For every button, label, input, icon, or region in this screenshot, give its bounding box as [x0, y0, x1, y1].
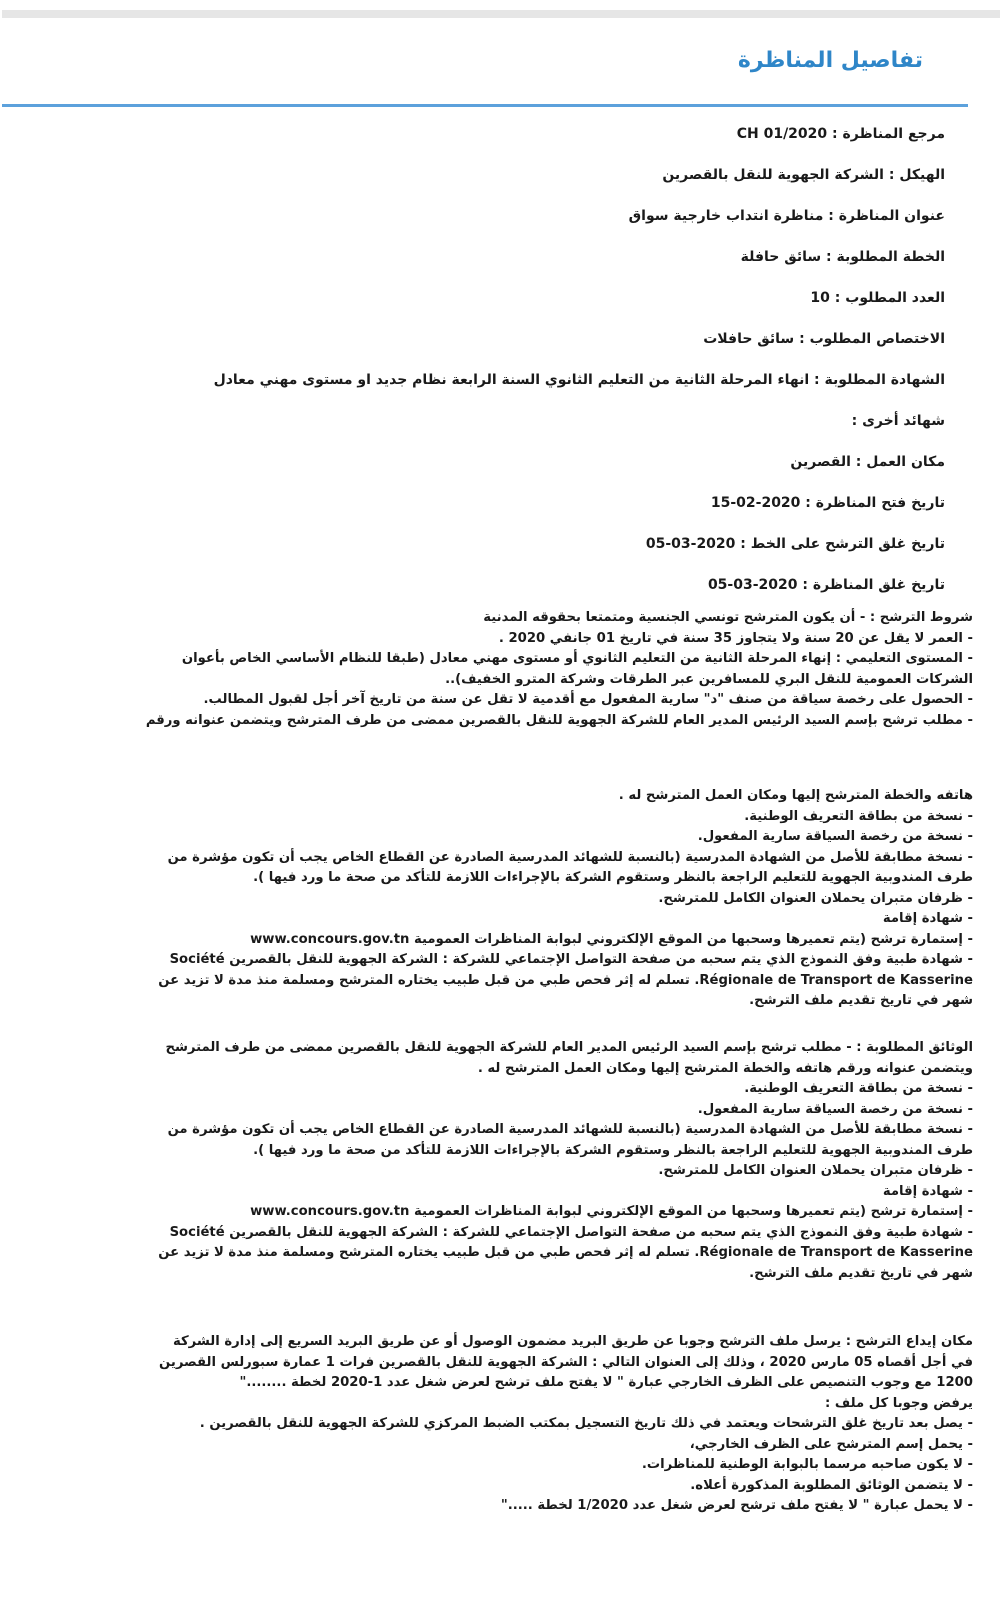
detail-value: القصرين [790, 454, 851, 470]
detail-label: تاريخ غلق الترشح على الخط : [735, 536, 945, 552]
detail-value: انهاء المرحلة الثانية من التعليم الثانوي السنة الرابعة نظام جديد او مستوى مهني معادل [213, 372, 810, 388]
deposit-line: - لا يكون صاحبه مرسما بالبوابة الوطنية للمناظرات. [641, 1457, 973, 1472]
detail-value: 2020-03-05 [707, 577, 798, 593]
detail-label: الاختصاص المطلوب : [794, 331, 945, 347]
continuation-line: هاتفه والخطة المترشح إليها ومكان العمل المترشح له . [618, 788, 973, 803]
detail-value: 2020-02-15 [710, 495, 801, 511]
detail-label: الشهادة المطلوبة : [809, 372, 945, 388]
detail-label: تاريخ فتح المناظرة : [800, 495, 945, 511]
documents-line: - شهادة طبية وفق النموذج الذي يتم سحبه من صفحة التواصل الإجتماعي للشركة : الشركة الجهوية للنقل بالقصرين Société [169, 1224, 973, 1240]
details-list [45, 122, 945, 614]
documents-line: - إستمارة ترشح (يتم تعميرها وسحبها من الموقع الإلكتروني لبوابة المناظرات العمومية www.concours.gov.tn [250, 1204, 973, 1219]
continuation-line: - نسخة من بطاقة التعريف الوطنية. [744, 808, 973, 824]
documents-line: ويتضمن عنوانه ورقم هاتفه والخطة المترشح إليها ومكان العمل المترشح له . [477, 1060, 973, 1076]
continuation-line: - إستمارة ترشح (يتم تعميرها وسحبها من الموقع الإلكتروني لبوابة المناظرات العمومية www.concours.gov.tn [250, 931, 973, 947]
detail-label: العدد المطلوب : [830, 290, 945, 306]
detail-position [45, 245, 945, 286]
detail-value: سائق حافلات [703, 331, 795, 347]
detail-value: 10 [810, 290, 830, 306]
detail-specialty [45, 327, 945, 368]
deposit-section [33, 1332, 973, 1517]
page-title: تفاصيل المناظرة [737, 48, 923, 73]
continuation-line: - نسخة من رخصة السياقة سارية المفعول. [697, 829, 973, 844]
conditions-line: شروط الترشح : - أن يكون المترشح تونسي الجنسية ومتمتعا بحقوقه المدنية [483, 610, 973, 625]
detail-value: CH 01/2020 [736, 126, 828, 142]
deposit-line: 1200 مع وجوب التنصيص على الظرف الخارجي عبارة " لا يفتح ملف ترشح لعرض شغل عدد 1-2020 لخطة ........" [239, 1375, 973, 1390]
continuation-line: Régionale de Transport de Kasserine. تسلم له إثر فحص طبي من قبل طبيب يختاره المترشح ومسلمة منذ مدة لا تزيد عن [158, 972, 973, 988]
top-divider [2, 10, 1000, 18]
conditions-line: - العمر لا يقل عن 20 سنة ولا يتجاوز 35 سنة في تاريخ 01 جانفي 2020 . [498, 630, 973, 646]
detail-label: الخطة المطلوبة : [821, 249, 945, 265]
deposit-line: يرفض وجوبا كل ملف : [825, 1395, 973, 1411]
deposit-line: في أجل أقصاه 05 مارس 2020 ، وذلك إلى العنوان التالي : الشركة الجهوية للنقل بالقصرين فرات 1 عمارة سبورلس القصرين [159, 1354, 973, 1370]
detail-value: 2020-03-05 [645, 536, 736, 552]
detail-work-location [45, 450, 945, 491]
detail-value: سائق حافلة [740, 249, 822, 265]
detail-label: شهائد أخرى : [852, 413, 945, 429]
continuation-line: - شهادة إقامة [882, 911, 973, 926]
documents-line: - نسخة من بطاقة التعريف الوطنية. [744, 1081, 973, 1096]
deposit-line: - يحمل إسم المترشح على الظرف الخارجي، [689, 1436, 973, 1452]
conditions-line: الشركات العمومية للنقل البري للمسافرين عبر الطرقات وشركة المترو الخفيف).. [445, 671, 973, 687]
detail-competition-title [45, 204, 945, 245]
documents-line: - ظرفان متبران يحملان العنوان الكامل للمترشح. [658, 1163, 973, 1178]
detail-label: الهيكل : [884, 167, 945, 183]
deposit-line: - يصل بعد تاريخ غلق الترشحات ويعتمد في ذلك تاريخ التسجيل بمكتب الضبط المركزي للشركة الجهوية للنقل بالقصرين . [199, 1416, 973, 1431]
continuation-line: شهر في تاريخ تقديم ملف الترشح. [749, 993, 973, 1008]
detail-label: مرجع المناظرة : [827, 126, 945, 142]
detail-online-close-date [45, 532, 945, 573]
detail-other-diplomas [45, 409, 945, 450]
deposit-line: مكان إيداع الترشح : يرسل ملف الترشح وجوبا عن طريق البريد مضمون الوصول أو عن طريق البريد السريع إلى إدارة الشركة [172, 1334, 973, 1349]
detail-label: تاريخ غلق المناظرة : [798, 577, 946, 593]
detail-count [45, 286, 945, 327]
documents-line: شهر في تاريخ تقديم ملف الترشح. [749, 1265, 973, 1281]
detail-diploma [45, 368, 945, 409]
detail-label: مكان العمل : [851, 454, 945, 470]
documents-line: - نسخة مطابقة للأصل من الشهادة المدرسية (بالنسبة للشهائد المدرسية الصادرة عن القطاع الخاص يجب أن تكون مؤشرة من [167, 1122, 973, 1137]
continuation-line: طرف المندوبية الجهوية للتعليم الراجعة بالنظر وستقوم الشركة بالإجراءات اللازمة للتأكد من صحة ما ورد فيها ). [253, 870, 973, 885]
continuation-line: - نسخة مطابقة للأصل من الشهادة المدرسية (بالنسبة للشهائد المدرسية الصادرة عن القطاع الخاص يجب أن تكون مؤشرة من [167, 849, 973, 865]
detail-organization [45, 163, 945, 204]
documents-line: - شهادة إقامة [882, 1183, 973, 1199]
detail-value: مناظرة انتداب خارجية سواق [628, 208, 824, 224]
conditions-line: - المستوى التعليمي : إنهاء المرحلة الثانية من التعليم الثانوي أو مستوى مهني معادل (طبقا للنظام الأساسي الخاص بأعوان [181, 651, 973, 666]
documents-line: Régionale de Transport de Kasserine. تسلم له إثر فحص طبي من قبل طبيب يختاره المترشح ومسلمة منذ مدة لا تزيد عن [158, 1245, 973, 1260]
conditions-line: - الحصول على رخصة سياقة من صنف "د" سارية المفعول مع أقدمية لا تقل عن سنة من تاريخ آخر أجل لقبول المطالب. [203, 692, 973, 707]
documents-line: - نسخة من رخصة السياقة سارية المفعول. [697, 1101, 973, 1117]
title-underline [2, 104, 968, 107]
continuation-line: - شهادة طبية وفق النموذج الذي يتم سحبه من صفحة التواصل الإجتماعي للشركة : الشركة الجهوية للنقل بالقصرين Société [169, 952, 973, 967]
deposit-line: - لا يحمل عبارة " لا يفتح ملف ترشح لعرض شغل عدد 1/2020 لخطة ....." [500, 1498, 973, 1513]
conditions-section [33, 608, 973, 731]
detail-label: عنوان المناظرة : [823, 208, 945, 224]
conditions-continuation [33, 786, 973, 1012]
detail-value: الشركة الجهوية للنقل بالقصرين [662, 167, 884, 183]
conditions-line: - مطلب ترشح بإسم السيد الرئيس المدير العام للشركة الجهوية للنقل بالقصرين ممضى من طرف المترشح ويتضمن عنوانه ورقم [145, 712, 973, 728]
detail-open-date [45, 491, 945, 532]
deposit-line: - لا يتضمن الوثائق المطلوبة المذكورة أعلاه. [690, 1477, 973, 1493]
required-documents-section [33, 1038, 973, 1284]
continuation-line: - ظرفان متبران يحملان العنوان الكامل للمترشح. [658, 890, 973, 906]
documents-line: طرف المندوبية الجهوية للتعليم الراجعة بالنظر وستقوم الشركة بالإجراءات اللازمة للتأكد من صحة ما ورد فيها ). [253, 1142, 973, 1158]
documents-line: الوثائق المطلوبة : - مطلب ترشح بإسم السيد الرئيس المدير العام للشركة الجهوية للنقل بالقصرين ممضى من طرف المترشح [165, 1040, 973, 1055]
detail-reference [45, 122, 945, 163]
